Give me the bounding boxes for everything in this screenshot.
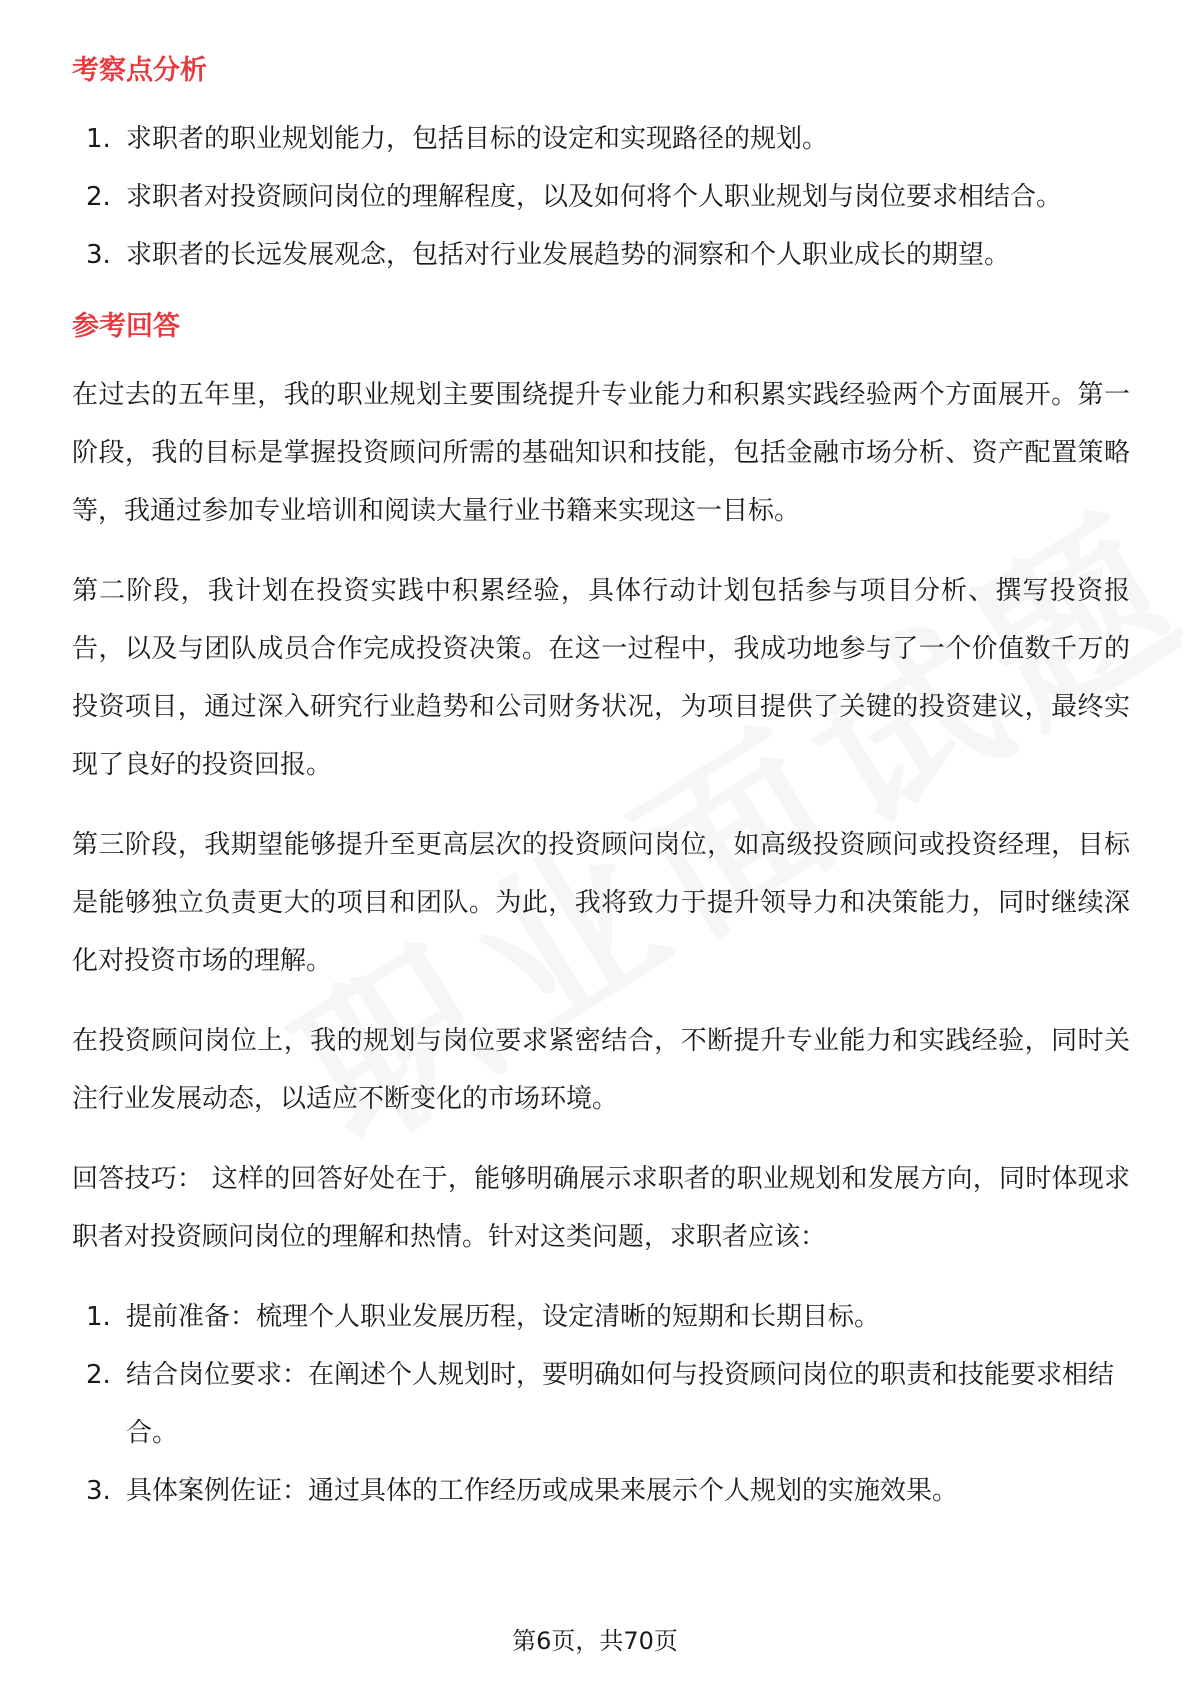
list-item [72, 110, 1130, 168]
page-number: 第6页，共70页 [512, 1627, 678, 1655]
list-number: 1. [86, 124, 111, 154]
list-item [72, 1346, 1130, 1462]
list-item-text: 求职者的职业规划能力，包括目标的设定和实现路径的规划。 [126, 124, 829, 154]
page-content [72, 48, 1130, 1528]
answer-paragraph-1: 在过去的五年里，我的职业规划主要围绕提升专业能力和积累实践经验两个方面展开。第一阶段，我的目标是掌握投资顾问所需的基础知识和技能，包括金融市场分析、资产配置策略等，我通过参加专业培训和阅读大量行业书籍来实现这一目标。 [72, 380, 1130, 526]
tips-list [72, 1288, 1130, 1520]
section-heading-analysis: 考察点分析 [72, 55, 207, 86]
list-number: 1. [86, 1302, 111, 1332]
list-item-text: 结合岗位要求：在阐述个人规划时，要明确如何与投资顾问岗位的职责和技能要求相结合。 [126, 1360, 1115, 1448]
answer-paragraph-4: 在投资顾问岗位上，我的规划与岗位要求紧密结合，不断提升专业能力和实践经验，同时关注行业发展动态，以适应不断变化的市场环境。 [72, 1026, 1130, 1114]
answer-tips-intro: 回答技巧： 这样的回答好处在于，能够明确展示求职者的职业规划和发展方向，同时体现求职者对投资顾问岗位的理解和热情。针对这类问题，求职者应该： [72, 1164, 1130, 1252]
list-item-text: 求职者对投资顾问岗位的理解程度，以及如何将个人职业规划与岗位要求相结合。 [126, 182, 1063, 212]
list-item [72, 226, 1130, 284]
list-number: 3. [86, 1476, 111, 1506]
list-item [72, 168, 1130, 226]
list-number: 3. [86, 240, 111, 270]
list-item-text: 具体案例佐证：通过具体的工作经历或成果来展示个人规划的实施效果。 [126, 1476, 959, 1506]
analysis-list [72, 110, 1130, 284]
answer-paragraph-2: 第二阶段，我计划在投资实践中积累经验，具体行动计划包括参与项目分析、撰写投资报告，以及与团队成员合作完成投资决策。在这一过程中，我成功地参与了一个价值数千万的投资项目，通过深入研究行业趋势和公司财务状况，为项目提供了关键的投资建议，最终实现了良好的投资回报。 [72, 576, 1130, 780]
list-item [72, 1462, 1130, 1520]
list-number: 2. [86, 182, 111, 212]
list-number: 2. [86, 1360, 111, 1390]
list-item [72, 1288, 1130, 1346]
answer-paragraph-3: 第三阶段，我期望能够提升至更高层次的投资顾问岗位，如高级投资顾问或投资经理，目标是能够独立负责更大的项目和团队。为此，我将致力于提升领导力和决策能力，同时继续深化对投资市场的理解。 [72, 830, 1130, 976]
list-item-text: 求职者的长远发展观念，包括对行业发展趋势的洞察和个人职业成长的期望。 [126, 240, 1011, 270]
section-heading-reference-answer: 参考回答 [72, 311, 180, 342]
list-item-text: 提前准备：梳理个人职业发展历程，设定清晰的短期和长期目标。 [126, 1302, 881, 1332]
